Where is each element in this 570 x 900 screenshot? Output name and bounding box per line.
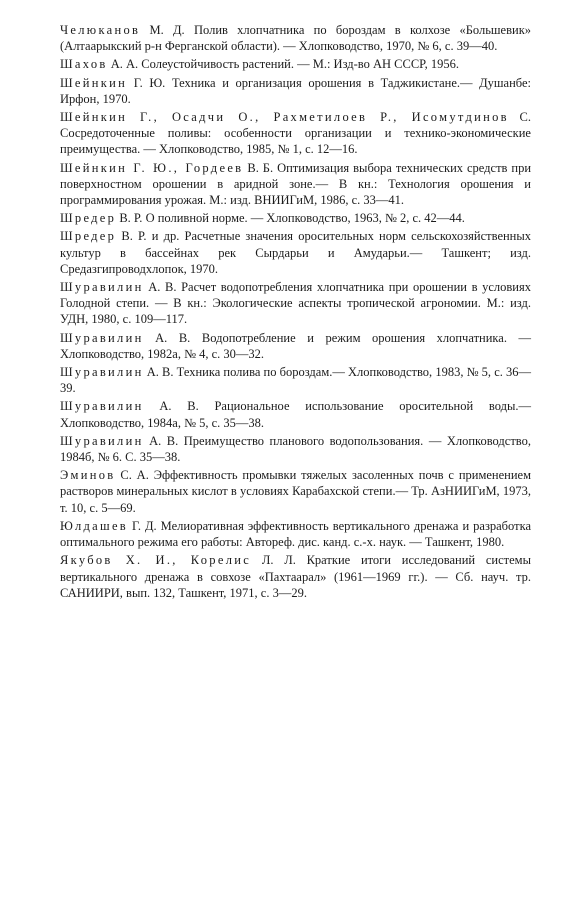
entry-text: Водопотребление и режим орошения хлопчатника. — Хлопководство, 1982а, № 4, с. 30—32. bbox=[60, 330, 532, 361]
bibliography-entry bbox=[60, 22, 531, 54]
bibliography-list bbox=[60, 22, 531, 603]
entry-author: Шахов bbox=[60, 57, 108, 72]
entry-initials: А. В. bbox=[146, 365, 174, 380]
entry-author: Юлдашев bbox=[60, 518, 129, 533]
entry-initials: Г. Д. bbox=[132, 518, 157, 533]
bibliography-entry bbox=[60, 75, 531, 107]
entry-author: Шейнкин bbox=[60, 75, 128, 90]
entry-initials: А. А. bbox=[110, 57, 139, 72]
entry-author: Шуравилин bbox=[60, 399, 144, 414]
bibliography-entry bbox=[60, 56, 531, 72]
entry-initials: А. В. bbox=[155, 330, 191, 345]
entry-author: Шейнкин Г. Ю., Гордеев bbox=[60, 160, 244, 175]
bibliography-entry bbox=[60, 228, 531, 277]
entry-author: Шредер bbox=[60, 229, 117, 244]
bibliography-entry bbox=[60, 210, 531, 226]
bibliography-entry bbox=[60, 552, 531, 601]
entry-author: Челюканов bbox=[60, 23, 141, 37]
entry-text: Эффективность промывки тяжелых засоленных почв с применением растворов минеральных кислот в условиях Карабахской степи.— Тр. АзНИИГиМ, 1973, т. 10, с. 5—69. bbox=[60, 468, 531, 515]
bibliography-entry bbox=[60, 109, 531, 158]
entry-text: Преимущество планового водопользования. — Хлопководство, 1984б, № 6. С. 35—38. bbox=[60, 433, 531, 465]
entry-initials: С. bbox=[519, 110, 531, 125]
entry-initials: В. Р. bbox=[121, 229, 147, 244]
entry-initials: А. В. bbox=[159, 399, 199, 414]
entry-initials: Л. Л. bbox=[261, 553, 296, 568]
entry-text: Мелиоративная эффективность вертикального дренажа и разработка оптимального режима его работы: Автореф. дис. канд. с.-х. наук. — Ташкент, 1980. bbox=[60, 518, 532, 550]
entry-text: Солеустойчивость растений. — М.: Изд-во АН СССР, 1956. bbox=[141, 57, 459, 72]
entry-text: Сосредоточенные поливы: особенности организации и технико-экономические преимущества. — Хлопководство, 1985, № 1, с. 12—16. bbox=[60, 126, 531, 157]
entry-initials: В. Р. bbox=[119, 211, 143, 226]
entry-text: О поливной норме. — Хлопководство, 1963, № 2, с. 42—44. bbox=[145, 211, 465, 226]
bibliography-entry bbox=[60, 330, 531, 362]
bibliography-entry bbox=[60, 518, 531, 550]
bibliography-entry bbox=[60, 364, 531, 396]
entry-author: Шуравилин bbox=[60, 280, 144, 295]
entry-initials: А. В. bbox=[149, 433, 179, 448]
bibliography-entry bbox=[60, 398, 531, 430]
bibliography-entry bbox=[60, 467, 531, 516]
entry-author: Шуравилин bbox=[60, 330, 144, 345]
entry-author: Якубов Х. И., Корелис bbox=[60, 553, 252, 568]
entry-text: Оптимизация выбора технических средств при поверхностном орошении в аридной зоне.— В кн.: Технология орошения и программирования урожая. М.: изд. ВНИИГиМ, 1986, с. 33—41. bbox=[60, 160, 532, 208]
entry-initials: А. В. bbox=[148, 280, 177, 295]
entry-text: Полив хлопчатника по бороздам в колхозе «Большевик» (Алтаарыкский р-н Ферганской области). — Хлопководство, 1970, № 6, с. 39—40. bbox=[60, 23, 532, 54]
entry-text: Рациональное использование оросительной воды.— Хлопководство, 1984а, № 5, с. 35—38. bbox=[60, 399, 531, 430]
entry-text: и др. Расчетные значения оросительных норм сельскохозяйственных культур в бассейнах рек Сырдарьи и Амударьи.— Ташкент; изд. Средазгипроводхлопок, 1970. bbox=[60, 229, 532, 276]
bibliography-entry bbox=[60, 279, 531, 328]
entry-text: Краткие итоги исследований системы вертикального дренажа в совхозе «Пахтаарал» (1961—1969 гг.). — Сб. науч. тр. САНИИРИ, вып. 132, Ташкент, 1971, с. 3—29. bbox=[60, 553, 531, 600]
entry-initials: М. Д. bbox=[149, 23, 185, 37]
entry-text: Техника полива по бороздам.— Хлопководство, 1983, № 5, с. 36—39. bbox=[60, 365, 532, 396]
entry-text: Техника и организация орошения в Таджикистане.— Душанбе: Ирфон, 1970. bbox=[60, 75, 532, 106]
bibliography-entry bbox=[60, 433, 531, 465]
entry-initials: В. Б. bbox=[247, 160, 274, 175]
entry-author: Шредер bbox=[60, 211, 117, 226]
entry-author: Шуравилин bbox=[60, 365, 144, 380]
entry-author: Эминов bbox=[60, 468, 116, 483]
entry-author: Шейнкин Г., Осадчи О., Рахметилоев Р., Исомутдинов bbox=[60, 110, 509, 125]
entry-text: Расчет водопотребления хлопчатника при орошении в условиях Голодной степи. — В кн.: Экологические аспекты тропической агрономии. М.: изд. УДН, 1980, с. 109—117. bbox=[60, 280, 531, 327]
entry-author: Шуравилин bbox=[60, 433, 144, 448]
entry-initials: С. А. bbox=[120, 468, 149, 483]
entry-initials: Г. Ю. bbox=[133, 75, 166, 90]
bibliography-entry bbox=[60, 160, 531, 209]
